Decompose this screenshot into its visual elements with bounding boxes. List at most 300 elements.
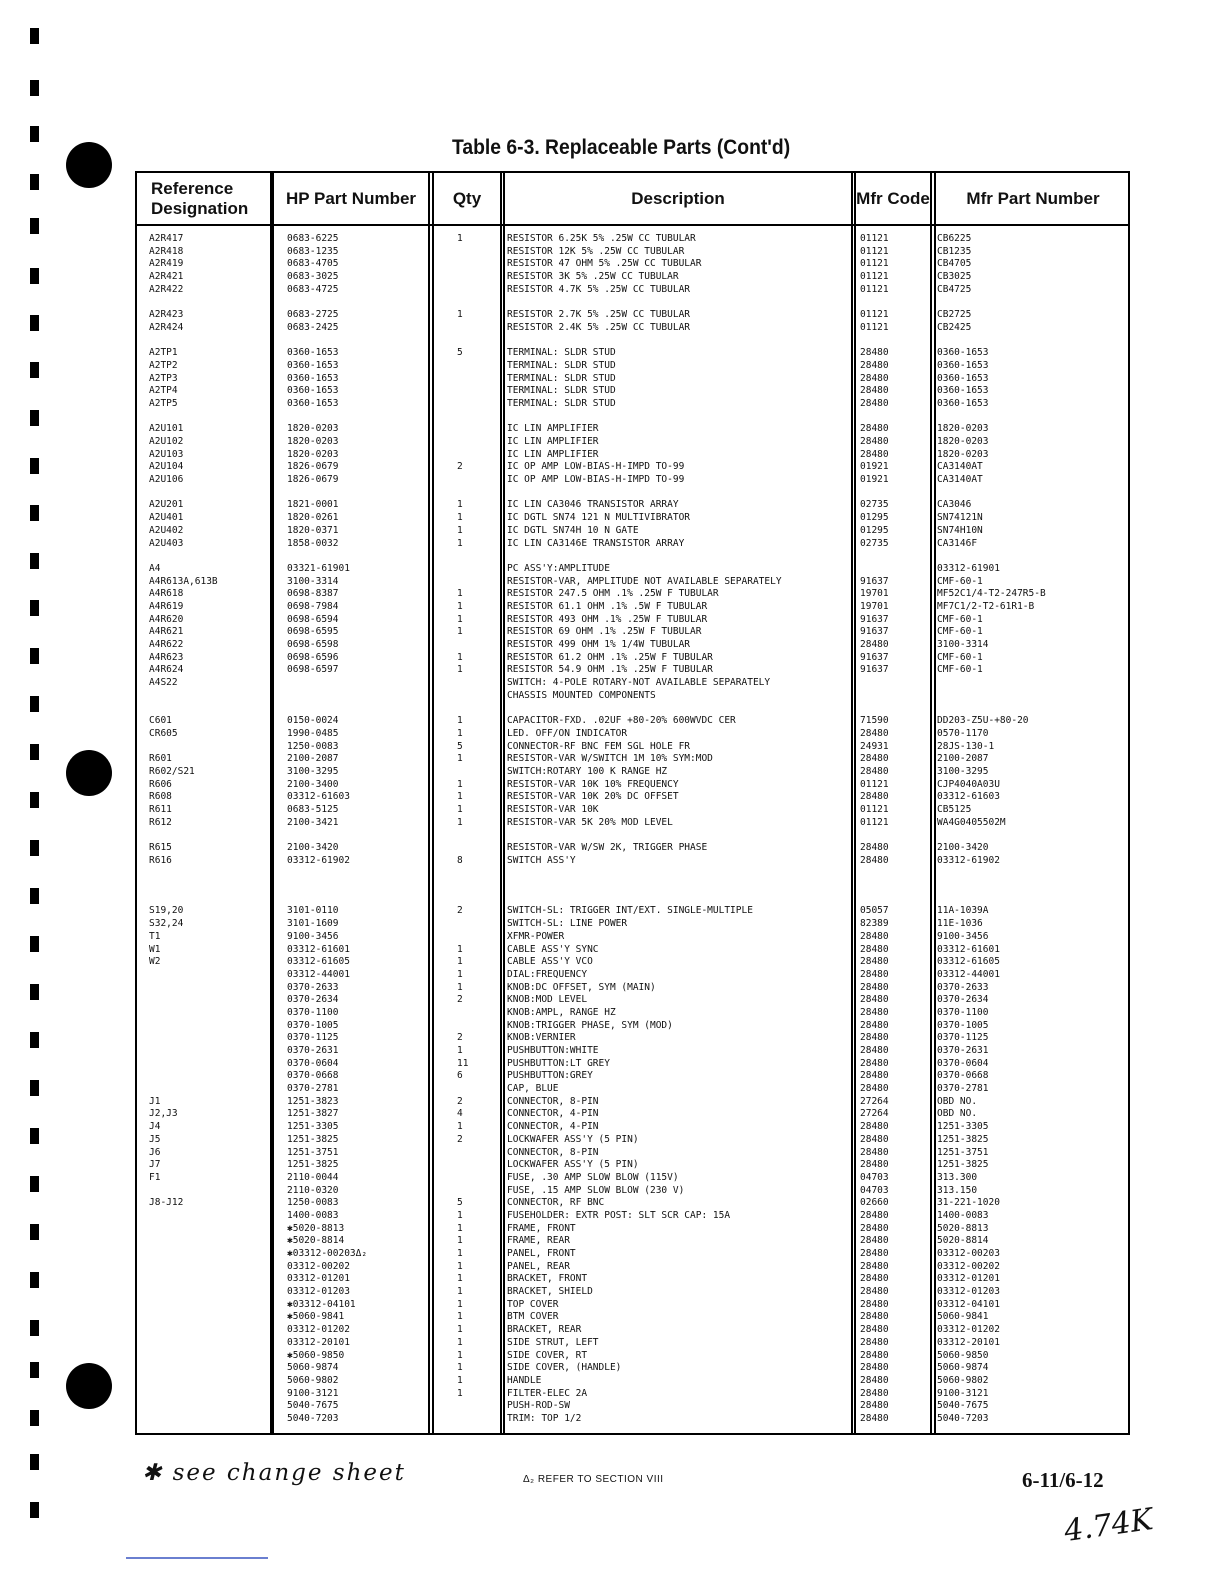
cell-description: SWITCH:ROTARY 100 K RANGE HZ xyxy=(507,765,668,777)
cell-ref: A4R620 xyxy=(149,613,184,625)
cell-mfr-code: 28480 xyxy=(860,943,889,955)
cell-mfr-part: 03312-61601 xyxy=(937,943,1000,955)
table-row xyxy=(137,335,1128,348)
header-divider xyxy=(137,224,1128,226)
cell-hp-part: 1820-0203 xyxy=(287,436,339,447)
cell-mfr-part: CA3140AT xyxy=(937,474,983,486)
table-row xyxy=(137,525,1128,538)
table-row xyxy=(137,258,1128,271)
cell-mfr-part: CA3046 xyxy=(937,499,972,511)
cell-hp-part: 0698-6594 xyxy=(287,613,339,625)
cell-hp-part: 0370-2631 xyxy=(287,1045,339,1056)
cell-mfr-code: 01921 xyxy=(860,474,889,486)
cell-qty: 1 xyxy=(457,715,463,727)
cell-ref: R608 xyxy=(149,791,172,803)
cell-description: LOCKWAFER ASS'Y (5 PIN) xyxy=(507,1159,639,1171)
table-row xyxy=(137,576,1128,589)
cell-hp-part: 3100-3295 xyxy=(287,765,339,777)
cell-ref: A2R418 xyxy=(149,245,184,257)
cell-hp-part: 1251-3825 xyxy=(287,1159,339,1171)
cell-hp-part: 03312-61603 xyxy=(287,791,350,803)
cell-description: SIDE STRUT, LEFT xyxy=(507,1336,599,1348)
cell-mfr-part: 5020-8813 xyxy=(937,1222,989,1234)
table-row xyxy=(137,880,1128,893)
cell-hp-part: 0370-2781 xyxy=(287,1083,339,1095)
cell-hp-part: 03312-44001 xyxy=(287,968,350,980)
cell-ref: J6 xyxy=(149,1146,161,1158)
cell-hp-part: 9100-3121 xyxy=(287,1387,339,1399)
cell-hp-part: 0360-1653 xyxy=(287,359,339,371)
binder-mark xyxy=(30,936,39,952)
binder-mark xyxy=(30,1502,39,1518)
cell-mfr-part: 0370-1100 xyxy=(937,1006,989,1018)
cell-mfr-part: 313.150 xyxy=(937,1184,978,1196)
table-row xyxy=(137,614,1128,627)
cell-hp-part: 1820-0203 xyxy=(287,448,339,460)
binder-mark xyxy=(30,648,39,664)
cell-hp-part: 03312-61902 xyxy=(287,854,350,866)
cell-mfr-code: 28480 xyxy=(860,981,889,993)
cell-description: BRACKET, FRONT xyxy=(507,1273,588,1285)
cell-hp-part: ✱03312-04101 xyxy=(287,1298,356,1310)
cell-hp-part: ✱5020-8813 xyxy=(287,1222,345,1234)
cell-description: HANDLE xyxy=(507,1374,542,1386)
cell-ref: A2U403 xyxy=(149,537,184,549)
cell-ref: R601 xyxy=(149,753,172,765)
cell-mfr-code: 28480 xyxy=(860,765,889,777)
cell-mfr-code: 28480 xyxy=(860,1400,889,1412)
table-row xyxy=(137,969,1128,982)
table-row xyxy=(137,639,1128,652)
page-number: 6-11/6-12 xyxy=(1022,1468,1104,1492)
cell-ref: A4R623 xyxy=(149,651,184,663)
binder-mark xyxy=(30,696,39,712)
cell-qty: 5 xyxy=(457,740,463,752)
cell-ref: R602/S21 xyxy=(149,765,195,777)
punch-hole xyxy=(66,142,112,188)
table-row xyxy=(137,1134,1128,1147)
cell-description: CABLE ASS'Y SYNC xyxy=(507,943,599,955)
cell-mfr-code: 28480 xyxy=(860,956,889,968)
cell-mfr-code: 28480 xyxy=(860,1209,889,1221)
cell-mfr-part: 0370-0604 xyxy=(937,1057,989,1069)
cell-ref: A4S22 xyxy=(149,677,178,689)
binder-mark xyxy=(30,174,39,190)
cell-mfr-part: 1251-3305 xyxy=(937,1121,989,1133)
cell-description: CONNECTOR, RF BNC xyxy=(507,1197,605,1209)
cell-ref: W1 xyxy=(149,943,161,955)
cell-mfr-code: 28480 xyxy=(860,423,889,435)
table-row xyxy=(137,1210,1128,1223)
cell-qty: 2 xyxy=(457,905,463,917)
cell-description: RESISTOR-VAR, AMPLITUDE NOT AVAILABLE SEPARATELY xyxy=(507,575,782,587)
cell-qty: 1 xyxy=(457,1286,463,1298)
cell-mfr-part: 03312-01202 xyxy=(937,1324,1000,1336)
table-row xyxy=(137,766,1128,779)
cell-qty: 1 xyxy=(457,626,463,638)
cell-ref: A2TP3 xyxy=(149,372,178,384)
table-row xyxy=(137,741,1128,754)
cell-hp-part: 0370-0604 xyxy=(287,1057,339,1069)
cell-mfr-code: 01121 xyxy=(860,778,889,790)
table-row xyxy=(137,842,1128,855)
cell-description: TERMINAL: SLDR STUD xyxy=(507,397,616,409)
cell-mfr-code: 28480 xyxy=(860,1032,889,1044)
cell-hp-part: 0683-5125 xyxy=(287,803,339,815)
cell-description: TERMINAL: SLDR STUD xyxy=(507,372,616,384)
cell-description: CONNECTOR, 8-PIN xyxy=(507,1146,599,1158)
cell-ref: J8-J12 xyxy=(149,1197,184,1209)
table-row xyxy=(137,728,1128,741)
table-row xyxy=(137,588,1128,601)
cell-mfr-code: 28480 xyxy=(860,791,889,803)
cell-mfr-part: 5060-9841 xyxy=(937,1311,989,1323)
cell-hp-part: 1251-3751 xyxy=(287,1146,339,1158)
binder-mark xyxy=(30,888,39,904)
cell-ref: A2R421 xyxy=(149,271,184,283)
handwritten-note: 4.74K xyxy=(1061,1501,1156,1550)
cell-qty: 1 xyxy=(457,1045,463,1056)
cell-mfr-part: DD203-Z5U-+80-20 xyxy=(937,715,1029,727)
cell-mfr-part: 0360-1653 xyxy=(937,347,989,359)
cell-description: IC OP AMP LOW-BIAS-H-IMPD TO-99 xyxy=(507,474,685,486)
cell-description: CAP, BLUE xyxy=(507,1083,559,1095)
cell-ref: A2TP4 xyxy=(149,385,178,397)
cell-mfr-part: 03312-00203 xyxy=(937,1248,1000,1259)
cell-hp-part: 0698-6598 xyxy=(287,639,339,650)
cell-hp-part: 0683-6225 xyxy=(287,233,339,244)
cell-description: CABLE ASS'Y VCO xyxy=(507,956,593,968)
cell-description: LED. OFF/ON INDICATOR xyxy=(507,727,628,739)
cell-description: IC LIN CA3146E TRANSISTOR ARRAY xyxy=(507,537,685,549)
cell-ref: A4R618 xyxy=(149,588,184,600)
header-ref: Reference Designation xyxy=(151,178,249,218)
cell-mfr-part: 0370-1125 xyxy=(937,1032,989,1044)
cell-ref: F1 xyxy=(149,1171,161,1183)
cell-qty: 1 xyxy=(457,981,463,993)
cell-mfr-part: 03312-61603 xyxy=(937,791,1000,803)
cell-hp-part: 2100-3400 xyxy=(287,778,339,790)
cell-hp-part: 03312-01202 xyxy=(287,1324,350,1336)
table-row xyxy=(137,461,1128,474)
cell-hp-part: 5060-9874 xyxy=(287,1362,339,1374)
table-row xyxy=(137,1007,1128,1020)
cell-mfr-part: CMF-60-1 xyxy=(937,575,983,587)
table-row xyxy=(137,246,1128,259)
cell-qty: 1 xyxy=(457,1121,463,1133)
table-row xyxy=(137,487,1128,500)
cell-description: RESISTOR 3K 5% .25W CC TUBULAR xyxy=(507,271,679,283)
cell-mfr-part: 03312-00202 xyxy=(937,1260,1000,1272)
section-reference: Δ₂ REFER TO SECTION VIII xyxy=(523,1474,664,1485)
cell-qty: 1 xyxy=(457,1336,463,1348)
cell-ref: J5 xyxy=(149,1133,161,1145)
cell-description: TERMINAL: SLDR STUD xyxy=(507,359,616,371)
cell-qty: 1 xyxy=(457,943,463,955)
cell-description: CONNECTOR-RF BNC FEM SGL HOLE FR xyxy=(507,740,691,752)
cell-ref: A2TP2 xyxy=(149,359,178,371)
cell-description: RESISTOR 499 OHM 1% 1/4W TUBULAR xyxy=(507,639,691,650)
cell-qty: 1 xyxy=(457,1374,463,1386)
binder-mark xyxy=(30,28,39,44)
cell-mfr-code: 71590 xyxy=(860,715,889,727)
cell-mfr-code: 28480 xyxy=(860,1412,889,1424)
cell-description: BRACKET, REAR xyxy=(507,1324,582,1336)
table-row xyxy=(137,1400,1128,1413)
cell-description: KNOB:AMPL, RANGE HZ xyxy=(507,1006,616,1018)
cell-ref: J2,J3 xyxy=(149,1108,178,1120)
cell-hp-part: 3100-3314 xyxy=(287,575,339,587)
cell-hp-part: 0370-2634 xyxy=(287,994,339,1006)
cell-mfr-part: 1820-0203 xyxy=(937,448,989,460)
table-row xyxy=(137,1197,1128,1210)
cell-ref: A4R624 xyxy=(149,664,184,676)
cell-hp-part: 1821-0001 xyxy=(287,499,339,511)
cell-mfr-code: 28480 xyxy=(860,1248,889,1259)
binder-mark xyxy=(30,840,39,856)
cell-description: KNOB:MOD LEVEL xyxy=(507,994,588,1006)
binder-mark xyxy=(30,126,39,142)
cell-ref: A4 xyxy=(149,562,161,574)
cell-mfr-code: 28480 xyxy=(860,1045,889,1056)
binder-mark xyxy=(30,218,39,234)
cell-hp-part: 1826-0679 xyxy=(287,461,339,473)
cell-hp-part: 1820-0371 xyxy=(287,524,339,536)
cell-ref: A2U102 xyxy=(149,436,184,447)
cell-ref: R615 xyxy=(149,842,172,853)
table-row xyxy=(137,905,1128,918)
cell-hp-part: 0370-1005 xyxy=(287,1019,339,1031)
cell-mfr-code: 28480 xyxy=(860,359,889,371)
cell-description: KNOB:VERNIER xyxy=(507,1032,576,1044)
cell-description: SWITCH-SL: LINE POWER xyxy=(507,918,628,930)
cell-ref: A2U401 xyxy=(149,512,184,524)
cell-hp-part: 0698-7984 xyxy=(287,600,339,612)
cell-description: PUSH-ROD-SW xyxy=(507,1400,570,1412)
cell-mfr-part: 1251-3825 xyxy=(937,1159,989,1171)
cell-qty: 1 xyxy=(457,727,463,739)
cell-mfr-code: 91637 xyxy=(860,613,889,625)
table-row xyxy=(137,1159,1128,1172)
table-row xyxy=(137,867,1128,880)
cell-description: LOCKWAFER ASS'Y (5 PIN) xyxy=(507,1133,639,1145)
cell-ref: A4R622 xyxy=(149,639,184,650)
cell-mfr-part: 0570-1170 xyxy=(937,727,989,739)
cell-mfr-part: CB4725 xyxy=(937,283,972,295)
cell-description: SWITCH: 4-POLE ROTARY-NOT AVAILABLE SEPARATELY xyxy=(507,677,771,689)
cell-mfr-code: 24931 xyxy=(860,740,889,752)
cell-mfr-code: 28480 xyxy=(860,1349,889,1361)
table-row xyxy=(137,1032,1128,1045)
binder-mark xyxy=(30,505,39,521)
cell-hp-part: 03321-61901 xyxy=(287,562,350,574)
cell-hp-part: 2110-0044 xyxy=(287,1171,339,1183)
cell-hp-part: 0683-2725 xyxy=(287,309,339,321)
header-desc: Description xyxy=(631,188,725,208)
cell-mfr-part: CB6225 xyxy=(937,233,972,244)
cell-hp-part: 0360-1653 xyxy=(287,397,339,409)
cell-ref: A2TP1 xyxy=(149,347,178,359)
binder-mark xyxy=(30,1176,39,1192)
table-row xyxy=(137,956,1128,969)
cell-qty: 2 xyxy=(457,1032,463,1044)
cell-description: TERMINAL: SLDR STUD xyxy=(507,347,616,359)
cell-description: FUSE, .15 AMP SLOW BLOW (230 V) xyxy=(507,1184,685,1196)
binder-mark xyxy=(30,1454,39,1470)
binder-mark xyxy=(30,80,39,96)
cell-description: RESISTOR-VAR W/SWITCH 1M 10% SYM:MOD xyxy=(507,753,713,765)
cell-hp-part: 2100-2087 xyxy=(287,753,339,765)
cell-qty: 1 xyxy=(457,753,463,765)
table-row xyxy=(137,271,1128,284)
cell-qty: 1 xyxy=(457,1362,463,1374)
cell-hp-part: 0360-1653 xyxy=(287,347,339,359)
cell-ref: J1 xyxy=(149,1095,161,1107)
cell-qty: 5 xyxy=(457,347,463,359)
cell-mfr-code: 01121 xyxy=(860,283,889,295)
table-row xyxy=(137,233,1128,246)
cell-qty: 1 xyxy=(457,1273,463,1285)
cell-mfr-code: 28480 xyxy=(860,1387,889,1399)
cell-mfr-code: 02735 xyxy=(860,537,889,549)
cell-mfr-part: OBD NO. xyxy=(937,1108,978,1120)
table-row xyxy=(137,1362,1128,1375)
cell-hp-part: 0370-2633 xyxy=(287,981,339,993)
cell-mfr-part: 3100-3314 xyxy=(937,639,989,650)
cell-ref: A4R613A,613B xyxy=(149,575,218,587)
cell-mfr-code: 01295 xyxy=(860,512,889,524)
cell-mfr-code: 28480 xyxy=(860,397,889,409)
cell-mfr-part: 9100-3121 xyxy=(937,1387,989,1399)
cell-mfr-code: 28480 xyxy=(860,1146,889,1158)
cell-mfr-part: 2100-2087 xyxy=(937,753,989,765)
cell-mfr-part: 313.300 xyxy=(937,1171,978,1183)
cell-ref: A2U101 xyxy=(149,423,184,435)
cell-qty: 2 xyxy=(457,461,463,473)
cell-ref: A2U106 xyxy=(149,474,184,486)
cell-mfr-code: 19701 xyxy=(860,600,889,612)
cell-mfr-code: 28480 xyxy=(860,1121,889,1133)
cell-qty: 2 xyxy=(457,1133,463,1145)
cell-mfr-code: 01121 xyxy=(860,258,889,270)
cell-mfr-code: 28480 xyxy=(860,436,889,447)
cell-mfr-part: CB4705 xyxy=(937,258,972,270)
cell-hp-part: 5040-7675 xyxy=(287,1400,339,1412)
table-row xyxy=(137,550,1128,563)
cell-mfr-code: 01121 xyxy=(860,816,889,828)
table-row xyxy=(137,893,1128,906)
cell-qty: 1 xyxy=(457,1324,463,1336)
cell-mfr-code: 28480 xyxy=(860,1311,889,1323)
binder-mark xyxy=(30,410,39,426)
cell-hp-part: 5040-7203 xyxy=(287,1412,339,1424)
binder-mark xyxy=(30,600,39,616)
cell-ref: A2U103 xyxy=(149,448,184,460)
cell-hp-part: 0683-3025 xyxy=(287,271,339,283)
cell-description: RESISTOR-VAR W/SW 2K, TRIGGER PHASE xyxy=(507,842,708,853)
cell-mfr-code: 27264 xyxy=(860,1095,889,1107)
cell-mfr-code: 28480 xyxy=(860,727,889,739)
cell-mfr-part: 31-221-1020 xyxy=(937,1197,1000,1209)
cell-description: FUSEHOLDER: EXTR POST: SLT SCR CAP: 15A xyxy=(507,1209,731,1221)
table-row xyxy=(137,1337,1128,1350)
cell-qty: 1 xyxy=(457,600,463,612)
cell-mfr-code: 01921 xyxy=(860,461,889,473)
cell-ref: A2R424 xyxy=(149,321,184,333)
binder-mark xyxy=(30,1362,39,1378)
cell-qty: 1 xyxy=(457,778,463,790)
cell-mfr-code: 28480 xyxy=(860,385,889,397)
cell-mfr-part: 0360-1653 xyxy=(937,385,989,397)
cell-description: RESISTOR-VAR 5K 20% MOD LEVEL xyxy=(507,816,673,828)
cell-mfr-code: 28480 xyxy=(860,1235,889,1247)
cell-hp-part: 2100-3420 xyxy=(287,842,339,853)
cell-mfr-part: 5060-9802 xyxy=(937,1374,989,1386)
cell-mfr-part: 0370-0668 xyxy=(937,1070,989,1082)
cell-mfr-code: 28480 xyxy=(860,854,889,866)
table-row xyxy=(137,398,1128,411)
table-row xyxy=(137,1311,1128,1324)
cell-hp-part: 0683-1235 xyxy=(287,245,339,257)
binder-mark xyxy=(30,744,39,760)
cell-mfr-code: 28480 xyxy=(860,639,889,650)
cell-ref: W2 xyxy=(149,956,161,968)
binder-mark xyxy=(30,1128,39,1144)
cell-mfr-code: 91637 xyxy=(860,664,889,676)
cell-description: IC DGTL SN74H 10 N GATE xyxy=(507,524,639,536)
cell-ref: R616 xyxy=(149,854,172,866)
cell-mfr-part: 5060-9874 xyxy=(937,1362,989,1374)
table-row xyxy=(137,690,1128,703)
table-row xyxy=(137,1286,1128,1299)
cell-mfr-part: 03312-01203 xyxy=(937,1286,1000,1298)
cell-mfr-code: 28480 xyxy=(860,372,889,384)
cell-mfr-code: 28480 xyxy=(860,1336,889,1348)
cell-description: RESISTOR 493 OHM .1% .25W F TUBULAR xyxy=(507,613,708,625)
cell-hp-part: 0360-1653 xyxy=(287,385,339,397)
cell-qty: 1 xyxy=(457,1311,463,1323)
cell-description: IC LIN AMPLIFIER xyxy=(507,423,599,435)
cell-ref: A2U104 xyxy=(149,461,184,473)
cell-description: PUSHBUTTON:GREY xyxy=(507,1070,593,1082)
table-row xyxy=(137,652,1128,665)
cell-mfr-code: 28480 xyxy=(860,1083,889,1095)
table-row xyxy=(137,626,1128,639)
cell-description: RESISTOR 4.7K 5% .25W CC TUBULAR xyxy=(507,283,691,295)
table-row xyxy=(137,753,1128,766)
cell-mfr-code: 01121 xyxy=(860,309,889,321)
cell-hp-part: 1251-3825 xyxy=(287,1133,339,1145)
binder-mark xyxy=(30,1080,39,1096)
cell-mfr-part: 5060-9850 xyxy=(937,1349,989,1361)
cell-description: PANEL, FRONT xyxy=(507,1248,576,1259)
scan-line xyxy=(126,1557,268,1559)
cell-mfr-part: CB1235 xyxy=(937,245,972,257)
table-row xyxy=(137,1096,1128,1109)
cell-ref: J4 xyxy=(149,1121,161,1133)
table-row xyxy=(137,474,1128,487)
cell-hp-part: 03312-00202 xyxy=(287,1260,350,1272)
cell-mfr-part: MF52C1/4-T2-247R5-B xyxy=(937,588,1046,600)
cell-mfr-part: 5040-7203 xyxy=(937,1412,989,1424)
table-row xyxy=(137,436,1128,449)
cell-hp-part: 0698-6596 xyxy=(287,651,339,663)
cell-mfr-code: 28480 xyxy=(860,1133,889,1145)
binder-mark xyxy=(30,315,39,331)
cell-description: PANEL, REAR xyxy=(507,1260,570,1272)
cell-ref: S19,20 xyxy=(149,905,184,917)
table-row xyxy=(137,715,1128,728)
